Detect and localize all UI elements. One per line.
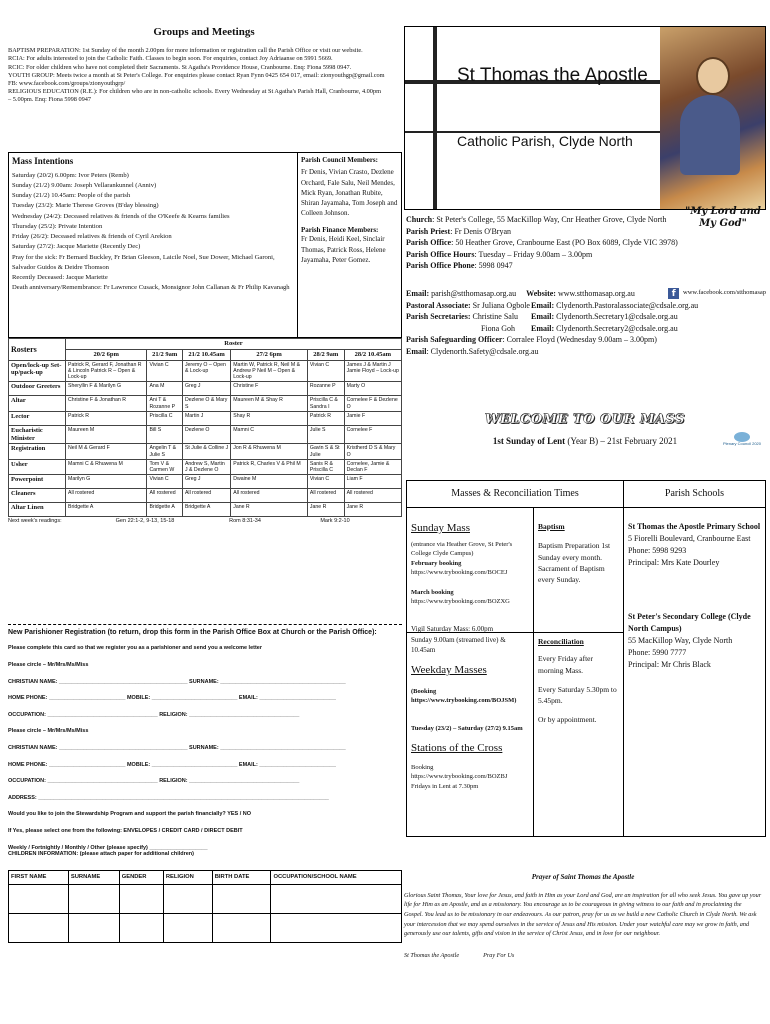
roster-cell: Bridgette A [182, 503, 230, 517]
groups-line: RCIC: For older children who have not completed their Sacraments. St Agatha's Providence House, Cranbourne. Enq: Fiona 5998 0947. [8, 63, 352, 71]
occupation-label: OCCUPATION: [8, 711, 46, 718]
roster-cell: Jamie F [344, 411, 401, 425]
recon-saturday: Every Saturday 5.30pm to 5.45pm. [538, 684, 617, 705]
roster-cell: Marilyn G [66, 475, 147, 489]
roster-cell: Christine F & Jonathan R [66, 396, 147, 411]
groups-line: BAPTISM PREPARATION: 1st Sunday of the month 2.00pm for more information or registration call the Parish Office or visit our website. [8, 47, 363, 55]
baptism-title: Baptism [538, 522, 565, 531]
religion-label: RELIGION: [159, 711, 188, 718]
recon-friday: Every Friday after morning Mass. [538, 654, 593, 675]
children-column-header: BIRTH DATE [212, 870, 271, 884]
recon-appointment: Or by appointment. [538, 715, 597, 725]
roster-cell: Vivian C [147, 475, 183, 489]
stained-glass-image [660, 27, 765, 209]
religion-label-2: RELIGION: [159, 778, 188, 785]
school-detail-line: Phone: 5998 9293 [628, 546, 687, 555]
groups-title: Groups and Meetings [153, 26, 255, 38]
child-cell[interactable] [119, 884, 163, 913]
groups-line: FB: www.facebook.com/groups/zionyouthgrp/ [8, 79, 126, 87]
safety-email-label: Email [406, 346, 427, 356]
contact-line [406, 260, 686, 272]
school-detail-line: 5 Fiorelli Boulevard, Cranbourne East [628, 534, 751, 543]
email-label: EMAIL: [238, 695, 258, 702]
sacraments-col [538, 521, 620, 585]
form-title-note: (to return, drop this form in the Parish Office Box at Church or the Parish Office): [107, 629, 377, 636]
roster-cell: Patrick R, Charles V & Phil M [231, 459, 308, 474]
children-info: CHILDREN INFORMATION: (please attach paper for additional children) [8, 851, 194, 858]
figure-robe-icon [680, 95, 740, 175]
reading-2: Rom 8:31-34 [229, 518, 261, 525]
school-2-title: St Peter's Secondary College (Clyde North Campus) [628, 612, 751, 633]
intention-line: Saturday (27/2): Jacque Mariette (Recently Dec) [12, 243, 141, 251]
roster-cell: All rostered [182, 489, 230, 503]
roster-row-label: Usher [9, 459, 66, 474]
roster-cell: Mamni C [231, 425, 308, 444]
roster-row-label: Cleaners [9, 489, 66, 503]
quote: "My Lord and My God" [685, 206, 761, 229]
roster-row [9, 425, 402, 444]
christian-name-field[interactable]: __________________________________________ [59, 678, 188, 685]
roster-row-label: Open/lock-up Set-up/pack-up [9, 360, 66, 382]
occupation-field[interactable]: ____________________________________ [47, 711, 158, 718]
contact-label: Parish Office [406, 238, 452, 248]
roster-column-header: 28/2 10.45am [344, 349, 401, 360]
contact-label: Parish Office Hours [406, 249, 475, 259]
pa-name: Sr Juliana Ogbole [472, 300, 530, 310]
child-cell[interactable] [212, 884, 271, 913]
weekday-booking: (Booking https://www.trybooking.com/BOJSM) [411, 687, 517, 705]
surname-field-2[interactable]: _________________________________________ [220, 744, 346, 751]
roster-cell: Kristherd D S & Mary O [344, 444, 401, 459]
sec1-email-link[interactable]: Clydenorth.Secretary1@cdsale.org.au [556, 312, 678, 322]
religion-field[interactable]: ____________________________________ [189, 711, 300, 718]
safeguarding-officer: : Corralee Floyd (Wednesday 9.00am – 3.00pm) [502, 335, 657, 345]
roster-heading: Roster [66, 339, 402, 350]
roster-cell: Neil M & Gerard F [66, 444, 147, 459]
feb-booking-label: February booking [411, 559, 462, 567]
child-cell[interactable] [9, 884, 69, 913]
roster-row [9, 382, 402, 396]
liturgical-date: (Year B) – 21st February 2021 [567, 435, 678, 446]
masses-title: Masses & Reconciliation Times [407, 481, 624, 508]
roster-row-label: Eucharistic Minister [9, 425, 66, 444]
prayer-text: Glorious Saint Thomas, Your love for Jesus, and faith in Him as your Lord and God, are an inspiration for all who seek Jesus. You gave up your life for Him as an Apostle, and as a missionary. You encourage us to be courageous in giving witness to our faith and in proclaiming the Gospel. You lead us to be missionary in our endeavours. As our patron, pray for us as we build a new Catholic Church in Clyde North. We ask your intercession that we may spend ourselves in the service of Jesus and His mission. Under your watchful care may we grow in faith, and generously use our talents, gifts and vision in the service of Christ Jesus, and in love for our neighbour. [404, 891, 762, 938]
roster-title: Rosters [9, 339, 66, 361]
website-link[interactable]: www.stthomasap.org.au [557, 289, 635, 298]
email-label-2: EMAIL: [238, 761, 258, 768]
contact-line [406, 249, 686, 261]
pa-label: Pastoral Associate: [406, 300, 471, 310]
intentions-list [12, 171, 294, 294]
roster-cell: Dwaine M [231, 475, 308, 489]
pa-email-label: Email: [531, 300, 555, 310]
sunday-mass-col [411, 521, 531, 791]
roster-cell: Bill S [147, 425, 183, 444]
roster-cell: All rostered [344, 489, 401, 503]
roster-cell: All rostered [231, 489, 308, 503]
council-title: Parish Council Members: [301, 156, 378, 164]
children-column-header: OCCUPATION/SCHOOL NAME [271, 870, 402, 884]
occupation-label-2: OCCUPATION: [8, 778, 46, 785]
school-1-details [628, 533, 762, 569]
reading-1: Gen 22:1-2, 9-13, 15-18 [115, 518, 175, 525]
schools-title: Parish Schools [624, 481, 765, 508]
groups-section [8, 26, 400, 104]
facebook-link[interactable]: www.facebook.com/stthomasap [683, 289, 767, 296]
sunday-mass-title: Sunday Mass [411, 522, 470, 534]
plenary-logo-text: Plenary Council 2020 [722, 441, 762, 446]
contact-block [406, 214, 686, 272]
council-col [297, 153, 401, 337]
mobile-field-2[interactable]: ____________________________ [151, 761, 238, 768]
roster-cell: Martin J [182, 411, 230, 425]
email-label: Email: [406, 289, 430, 298]
child-cell[interactable] [9, 913, 69, 942]
roster-cell: Vivian C [147, 360, 183, 382]
weekday-title: Weekday Masses [411, 663, 487, 676]
prayer-sign-2: Pray For Us [483, 951, 515, 959]
home-phone-field[interactable]: _________________________ [48, 695, 126, 702]
roster-cell: Jane R [307, 503, 344, 517]
stewardship-question: Would you like to join the Stewardship Program and support the parish financially? YES / NO [8, 811, 252, 818]
child-cell[interactable] [212, 913, 271, 942]
school-detail-line: Principal: Mrs Kate Dourley [628, 558, 720, 567]
school-2-details [628, 635, 762, 671]
roster-cell: Marty O [344, 382, 401, 396]
roster-cell: Priscilla C & Sandra I [307, 396, 344, 411]
parish-email-link[interactable]: parish@stthomasap.org.au [431, 289, 517, 298]
child-cell[interactable] [68, 884, 119, 913]
council-members: Fr Denis, Vivian Crasto, Dezlene Orchard, Fale Salu, Neil Mendes, Mick Ryan, Jonathan Rubite, Shiran Jayamaha, Tom Joseph and Colleen Johnson. [301, 168, 398, 217]
children-column-header: GENDER [119, 870, 163, 884]
roster-table [8, 338, 402, 517]
children-column-header: FIRST NAME [9, 870, 69, 884]
roster-column-header: 28/2 9am [307, 349, 344, 360]
roster-cell: Maureen M & Shay R [231, 396, 308, 411]
baptism-text: Baptism Preparation 1st Sunday every month. Sacrament of Baptism every Sunday. [538, 541, 611, 584]
intention-line: Saturday (20/2) 6.00pm: Ivor Peters (Remb) [12, 171, 129, 179]
roster-row [9, 360, 402, 382]
school-detail-line: 55 MacKillop Way, Clyde North [628, 636, 733, 645]
feb-booking-link[interactable]: https://www.trybooking.com/BOCEJ [411, 569, 508, 577]
roster-cell: Julie S [307, 425, 344, 444]
address-label: ADDRESS: [8, 794, 37, 801]
roster-cell: Andrew S, Martin J & Dezlene O [182, 459, 230, 474]
reconciliation-col [538, 636, 620, 726]
contact-block-2 [406, 288, 766, 358]
school-detail-line: Phone: 5990 7777 [628, 648, 687, 657]
mobile-label-2: MOBILE: [126, 761, 151, 768]
roster-row-label: Powerpoint [9, 475, 66, 489]
intention-line: Thursday (25/2): Private Intention [12, 222, 103, 230]
secretary-2: Fiona Goh [481, 323, 515, 333]
address-field[interactable]: _______________________________________________________________________________________________ [38, 794, 329, 801]
intention-line: Death anniversary/Remembrance: Fr Lawrence Cusack, Monsignor John Callanan & Fr Philip Kavanagh [12, 284, 290, 292]
intention-line: Pray for the sick: Fr Bernard Buckley, Fr Brian Gleeson, Laicile Noel, Sue Dower, Michael Garoni, Salvador Guidos & Deidre Thomson [12, 253, 275, 271]
masses-table [406, 480, 766, 837]
roster-row [9, 396, 402, 411]
sec1-email-label: Email: [531, 312, 555, 322]
cross-vertical [433, 27, 437, 209]
occupation-field-2[interactable]: ____________________________________ [47, 778, 158, 785]
roster-cell: Bridgette A [147, 503, 183, 517]
roster-cell: Bridgette A [66, 503, 147, 517]
roster-cell: Liam F [344, 475, 401, 489]
christian-name-label-2: CHRISTIAN NAME: [8, 744, 58, 751]
payment-options: If Yes, please select one from the following: ENVELOPES / CREDIT CARD / DIRECT DEBIT [8, 827, 243, 834]
child-cell[interactable] [271, 913, 402, 942]
child-cell[interactable] [68, 913, 119, 942]
roster-cell: Maureen M [66, 425, 147, 444]
children-column-header: SURNAME [68, 870, 119, 884]
finance-title: Parish Finance Members: [301, 226, 379, 235]
reconciliation-title: Reconciliation [538, 637, 584, 646]
contact-value: : Fr Denis O'Bryan [450, 226, 511, 236]
groups-line: RCIA: For adults interested to join the Catholic Faith. Classes to begin soon. For enquiries, contact Joy Adriaanse on 5991 5669. [8, 55, 333, 63]
roster-cell: Dezlene O [182, 425, 230, 444]
child-cell[interactable] [163, 913, 212, 942]
roster-cell: Vivian C [307, 475, 344, 489]
christian-name-label: CHRISTIAN NAME: [8, 678, 58, 685]
roster-cell: Martin W, Patrick R, Neil M & Andrew P Neil M – Open & Lock-up [231, 360, 308, 382]
roster-row [9, 489, 402, 503]
roster-cell: Shay R [231, 411, 308, 425]
home-phone-field-2[interactable]: _________________________ [48, 761, 126, 768]
contact-value: : St Peter's College, 55 MacKillop Way, Cnr Heather Grove, Clyde North [432, 215, 667, 224]
child-cell[interactable] [163, 884, 212, 913]
groups-lines [8, 47, 400, 104]
roster-row [9, 411, 402, 425]
roster-row-label: Outdoor Greeters [9, 382, 66, 396]
roster-column-header: 20/2 6pm [66, 349, 147, 360]
roster-cell: Jane R [344, 503, 401, 517]
prayer-section [404, 872, 762, 961]
secretaries-label: Parish Secretaries: [406, 312, 471, 322]
roster-cell: Gavin S & St Julie [307, 444, 344, 459]
roster-cell: Patrick R [307, 411, 344, 425]
roster-row [9, 475, 402, 489]
roster-cell: Tom V & Carmen W [147, 459, 183, 474]
prayer-title: Prayer of Saint Thomas the Apostle [531, 873, 635, 881]
christian-name-field-2[interactable]: __________________________________________ [59, 744, 188, 751]
contact-label: Parish Office Phone [406, 261, 475, 271]
roster-column-header: 21/2 10.45am [182, 349, 230, 360]
roster-cell: Patrick R [66, 411, 147, 425]
roster-cell: Christine F [231, 382, 308, 396]
form-intro: Please complete this card so that we register you as a parishioner and send you a welcome letter [8, 645, 263, 652]
roster-cell: Priscilla C [147, 411, 183, 425]
roster-cell: Angelin T & Julie S [147, 444, 183, 459]
march-booking-link[interactable]: https://www.trybooking.com/BOZXG [411, 598, 510, 606]
welcome-section [404, 412, 766, 446]
children-column-header: RELIGION [163, 870, 212, 884]
registration-form [8, 624, 402, 943]
sunday-times: Sunday 9.00am (streamed live) & 10.45am [411, 635, 506, 654]
roster-cell: Jeremy O – Open & Lock-up [182, 360, 230, 382]
contact-label: Parish Priest [406, 226, 451, 236]
contact-line [406, 237, 686, 249]
school-1-title: St Thomas the Apostle Primary School [628, 522, 761, 531]
roster-cell: Ana M [147, 382, 183, 396]
schools-col [628, 521, 762, 671]
readings-row [8, 518, 402, 525]
groups-line: RELIGIOUS EDUCATION (R.E.): For children who are in non-catholic schools. Every Wednesday at St Agatha's Parish Hall, Cranbourne, 4.00pm [8, 88, 382, 96]
school-detail-line: Principal: Mr Chris Black [628, 660, 711, 669]
parish-banner [404, 26, 766, 210]
roster-cell: Dezlene O & Mary S [182, 396, 230, 411]
roster-cell: Rozanne P [307, 382, 344, 396]
parish-title: St Thomas the Apostle [457, 65, 648, 86]
roster-row [9, 503, 402, 517]
plenary-logo [722, 432, 762, 447]
weekday-times: Tuesday (23/2) – Saturday (27/2) 9.15am [411, 724, 523, 732]
contact-line [406, 226, 686, 238]
liturgical-sunday: 1st Sunday of Lent [492, 435, 566, 446]
intentions-box [8, 152, 402, 338]
contact-value: : 5998 0947 [474, 261, 513, 271]
home-phone-label: HOME PHONE: [8, 695, 48, 702]
form-circle-1: Please circle – Mr/Mrs/Ms/Miss [8, 661, 89, 668]
roster-row-label: Registration [9, 444, 66, 459]
frequency-options: Weekly / Fortnightly / Monthly / Other (please specify) ___________________ [8, 844, 208, 851]
intention-line: Recently Deceased: Jacque Mariette [12, 273, 108, 281]
sec2-email-link[interactable]: Clydenorth.Secretary2@cdsale.org.au [556, 323, 678, 333]
groups-line: YOUTH GROUP: Meets twice a month at St Peter's College. For enquiries please contact Ryan Fynn 0425 654 017, email: zionyouthgp@gmail.com [8, 71, 385, 79]
secretary-1: Christine Salu [472, 312, 519, 322]
intentions-col [12, 156, 294, 293]
roster-cell: Vivian C [307, 360, 344, 382]
child-cell[interactable] [119, 913, 163, 942]
email-field-2[interactable]: _________________________ [259, 761, 336, 768]
intention-line: Sunday (21/2) 9.00am: Joseph Vellarankunnel (Anniv) [12, 182, 157, 190]
safeguarding-label: Parish Safeguarding Officer [406, 335, 503, 345]
pa-email-link[interactable]: Clydenorth.Pastoralassociate@cdsale.org.au [556, 300, 699, 310]
roster-cell: Sheryllin F & Marilyn G [66, 382, 147, 396]
home-phone-label-2: HOME PHONE: [8, 761, 48, 768]
roster-cell: Ani T & Rozanne P [147, 396, 183, 411]
roster-cell: James J & Martin J Jamie Floyd – Lock-up [344, 360, 401, 382]
sec2-email-label: Email: [531, 323, 555, 333]
contact-line [406, 214, 686, 226]
roster-cell: Greg J [182, 475, 230, 489]
roster-cell: Mamni C & Rhuwena M [66, 459, 147, 474]
roster-row-label: Lector [9, 411, 66, 425]
reading-3: Mark 9:2-10 [320, 518, 350, 525]
roster-cell: Jane R [231, 503, 308, 517]
roster-row [9, 459, 402, 474]
roster-column-header: 21/2 9am [147, 349, 183, 360]
roster-row [9, 444, 402, 459]
stations-title: Stations of the Cross [411, 742, 503, 755]
stations-time: Fridays in Lent at 7.30pm [411, 782, 479, 790]
mobile-field[interactable]: ____________________________ [151, 695, 238, 702]
children-table [8, 870, 402, 943]
roster-cell: All rostered [307, 489, 344, 503]
stations-booking: Booking https://www.trybooking.com/BOZBJ [411, 764, 508, 781]
intention-line: Wednesday (24/2): Deceased relatives & friends of the O'Keefe & Kearns families [12, 212, 230, 220]
child-cell[interactable] [271, 884, 402, 913]
roster-cell: Sanis R & Priscilla C [307, 459, 344, 474]
roster-cell: All rostered [147, 489, 183, 503]
march-booking-label: March booking [411, 588, 454, 596]
form-circle-2: Please circle – Mr/Mrs/Ms/Miss [8, 728, 89, 735]
surname-label: SURNAME: [189, 678, 219, 685]
contact-value: : 50 Heather Grove, Cranbourne East (PO Box 6089, Clyde VIC 3978) [451, 238, 678, 248]
readings-label: Next week's readings: [8, 518, 62, 525]
roster-cell: Cornelee, Jamie & Declan F [344, 459, 401, 474]
email-field[interactable]: _________________________ [259, 695, 336, 702]
contact-label: Church [406, 215, 433, 224]
intention-line: Friday (26/2): Deceased relatives & friends of Cyril Arekion [12, 233, 172, 241]
intentions-title: Mass Intentions [12, 156, 74, 166]
figure-head-icon [696, 57, 730, 95]
roster-cell: Patrick R, Gerard F, Jonathan R & Lincoln Patrick R – Open & Lock-up [66, 360, 147, 382]
intention-line: Tuesday (23/2): Marie Therese Groves (B'day blessing) [12, 202, 159, 210]
form-title: New Parishioner Registration [8, 629, 106, 636]
roster-row-label: Altar Linen [9, 503, 66, 517]
welcome-title: WELCOME TO OUR MASS [484, 412, 686, 427]
roster-cell: Greg J [182, 382, 230, 396]
roster-cell: Jon R & Rhuwena M [231, 444, 308, 459]
parish-subtitle: Catholic Parish, Clyde North [457, 133, 633, 149]
roster-row-label: Altar [9, 396, 66, 411]
website-label: Website: [526, 289, 556, 298]
roster-cell: St Julie & Colline J [182, 444, 230, 459]
religion-field-2[interactable]: ____________________________________ [189, 778, 300, 785]
vigil-mass: Vigil Saturday Mass: 6.00pm [411, 625, 494, 634]
roster-cell: All rostered [66, 489, 147, 503]
roster-section [8, 338, 402, 525]
finance-members: Fr Denis, Heidi Keel, Sinclair Thomas, Patrick Ross, Helene Jayamaha, Peter Gomez. [301, 235, 386, 264]
surname-label-2: SURNAME: [189, 744, 219, 751]
surname-field[interactable]: _________________________________________ [220, 678, 346, 685]
sunday-mass-note: (entrance via Heather Grove, St Peter's College Clyde Campus) [411, 540, 513, 558]
safety-email-link[interactable]: : Clydenorth.Safety@cdsale.org.au [426, 346, 539, 356]
contact-value: : Tuesday – Friday 9.00am – 3.00pm [474, 249, 593, 259]
groups-line: – 5.00pm. Enq: Fiona 5998 0947 [8, 96, 92, 104]
roster-cell: Cornelee F [344, 425, 401, 444]
roster-header-row [9, 349, 402, 360]
facebook-icon[interactable]: f [668, 288, 679, 299]
intention-line: Sunday (21/2) 10.45am: People of the parish [12, 192, 131, 200]
roster-cell: Cornelee F & Dezlene O [344, 396, 401, 411]
prayer-sign-1: St Thomas the Apostle [404, 951, 460, 959]
roster-column-header: 27/2 6pm [231, 349, 308, 360]
mobile-label: MOBILE: [126, 695, 151, 702]
